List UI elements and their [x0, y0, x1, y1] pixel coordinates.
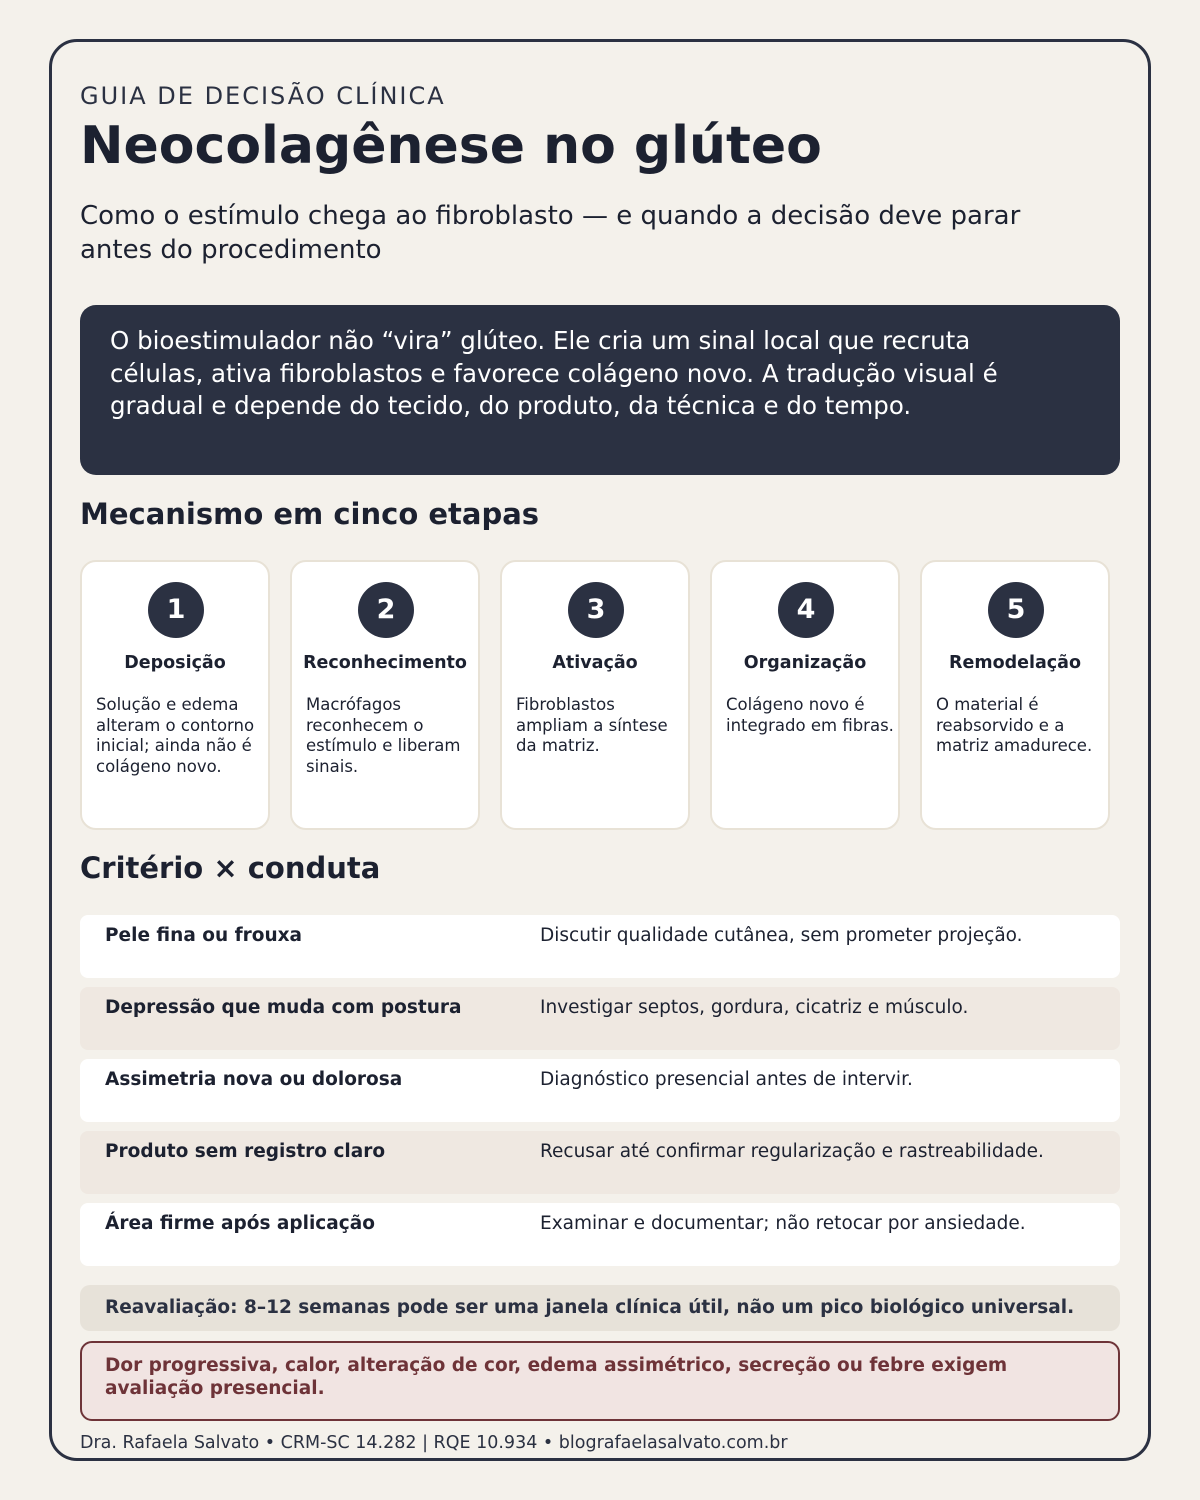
step-description: O material é reabsorvido e a matriz amadurece.: [936, 695, 1093, 755]
warning-alert: [80, 1341, 1120, 1421]
action-cell: Discutir qualidade cutânea, sem prometer projeção.: [540, 925, 1023, 946]
action-cell: Examinar e documentar; não retocar por ansiedade.: [540, 1213, 1026, 1234]
criterion-cell: Assimetria nova ou dolorosa: [105, 1069, 403, 1090]
page-subtitle: Como o estímulo chega ao fibroblasto — e quando a decisão deve parar antes do procedimento: [80, 201, 1021, 265]
step-title: Remodelação: [948, 653, 1081, 673]
criterion-cell: Depressão que muda com postura: [105, 997, 462, 1018]
step-card-2: [290, 560, 480, 830]
reevaluation-text: Reavaliação: 8–12 semanas pode ser uma janela clínica útil, não um pico biológico universal.: [105, 1297, 1075, 1318]
step-description: Fibroblastos ampliam a síntese da matriz.: [516, 695, 668, 755]
step-number-badge: 3: [568, 582, 624, 638]
step-number-badge: 5: [988, 582, 1044, 638]
criterion-cell: Produto sem registro claro: [105, 1141, 386, 1162]
table-row: [80, 1131, 1120, 1194]
table-row: [80, 987, 1120, 1050]
key-message-callout: [80, 305, 1120, 475]
reevaluation-note: [80, 1285, 1120, 1331]
criterion-cell: Pele fina ou frouxa: [105, 925, 303, 946]
alert-text: Dor progressiva, calor, alteração de cor, edema assimétrico, secreção ou febre exigem avaliação presencial.: [105, 1355, 1008, 1399]
callout-text: O bioestimulador não “vira” glúteo. Ele cria um sinal local que recruta células, ativa fibroblastos e favorece colágeno novo. A tradução visual é gradual e depende do tecido, do produto, da técnica e do tempo.: [110, 326, 998, 420]
step-card-3: [500, 560, 690, 830]
author-footer: Dra. Rafaela Salvato • CRM-SC 14.282 | RQE 10.934 • blografaelasalvato.com.br: [80, 1433, 788, 1453]
step-card-5: [920, 560, 1110, 830]
mechanism-heading: Mecanismo em cinco etapas: [80, 497, 540, 531]
page-title: Neocolagênese no glúteo: [80, 116, 822, 176]
step-number-badge: 1: [148, 582, 204, 638]
action-cell: Diagnóstico presencial antes de intervir.: [540, 1069, 913, 1090]
step-description: Solução e edema alteram o contorno inicial; ainda não é colágeno novo.: [96, 695, 255, 776]
step-card-4: [710, 560, 900, 830]
table-row: [80, 1203, 1120, 1266]
step-number-badge: 4: [778, 582, 834, 638]
action-cell: Investigar septos, gordura, cicatriz e músculo.: [540, 997, 969, 1018]
step-title: Reconhecimento: [303, 653, 467, 673]
step-card-1: [80, 560, 270, 830]
table-row: [80, 1059, 1120, 1122]
criteria-heading: Critério × conduta: [80, 851, 381, 885]
table-row: [80, 915, 1120, 978]
criterion-cell: Área firme após aplicação: [105, 1213, 375, 1234]
step-description: Macrófagos reconhecem o estímulo e liberam sinais.: [306, 695, 461, 776]
mechanism-steps: [80, 560, 1120, 830]
step-number-badge: 2: [358, 582, 414, 638]
step-title: Organização: [743, 653, 867, 673]
action-cell: Recusar até confirmar regularização e rastreabilidade.: [540, 1141, 1044, 1162]
step-title: Deposição: [124, 653, 226, 673]
page-kicker: GUIA DE DECISÃO CLÍNICA: [80, 82, 446, 110]
step-title: Ativação: [552, 653, 638, 673]
step-description: Colágeno novo é integrado em fibras.: [726, 695, 894, 735]
